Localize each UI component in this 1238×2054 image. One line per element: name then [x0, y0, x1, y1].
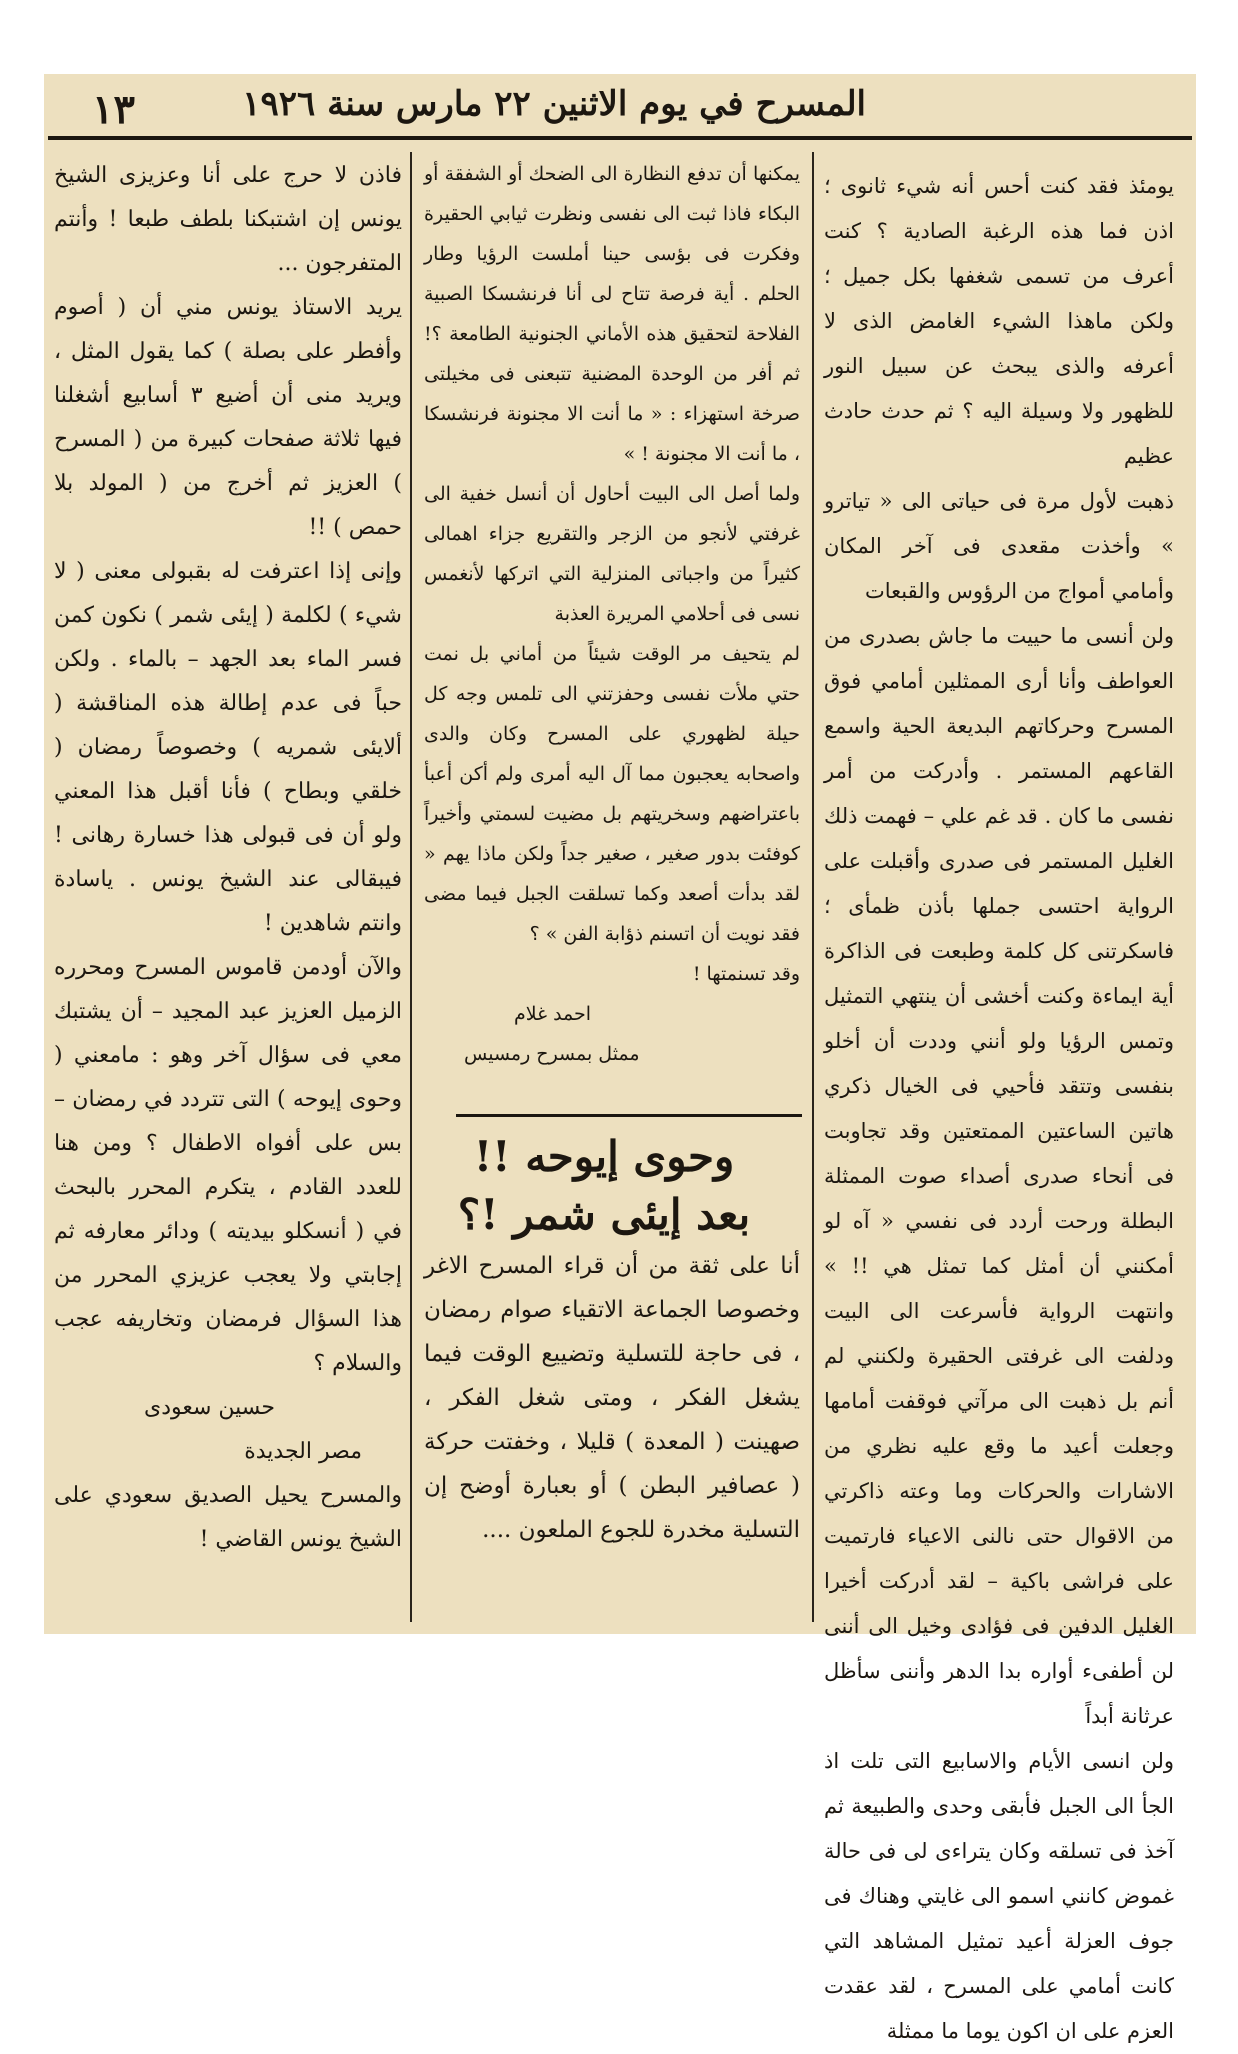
middle-column-top — [424, 154, 800, 1084]
paragraph: أنا على ثقة من أن قراء المسرح الاغر وخصوصا الجماعة الاتقياء صوام رمضان ، فى حاجة للتسلية وتضييع الوقت فيما يشغل الفكر ، ومتى شغل الفكر ، صهينت ( المعدة ) قليلا ، وخفتت حركة ( عصافير البطن ) أو بعبارة أوضح إن التسلية مخدرة للجوع الملعون .... — [424, 1253, 800, 1543]
author-title: ممثل بمسرح رمسيس — [464, 1043, 640, 1065]
article-separator — [456, 1114, 802, 1117]
left-column — [54, 154, 402, 1624]
column-divider-right — [812, 152, 814, 1622]
article-heading-line: وحوى إيوحه !! — [473, 1132, 735, 1181]
newspaper-page — [44, 74, 1196, 2043]
author-signature: حسين سعودى — [144, 1395, 276, 1420]
column-divider-left — [410, 152, 412, 1622]
page-number: ١٣ — [92, 86, 135, 133]
paragraph: فاذن لا حرج على أنا وعزيزى الشيخ يونس إن اشتبكنا بلطف طبعا ! وأنتم المتفرجون ... — [54, 163, 402, 276]
author-signature: احمد غلام — [514, 1003, 592, 1025]
paragraph: وإنى إذا اعترفت له بقبولى معنى ( لا شيء ) لكلمة ( إيئى شمر ) نكون كمن فسر الماء بعد الجهد – بالماء . ولكن حباً فى عدم إطالة هذه المناقشة ( ألايئى شمريه ) وخصوصاً رمضان ( خلقي وبطاح ) فأنا أقبل هذا المعني ولو أن فى قبولى هذا خسارة رهانى ! فيبقالى عند الشيخ يونس . ياسادة وانتم شاهدين ! — [54, 559, 402, 936]
author-location: مصر الجديدة — [244, 1439, 362, 1464]
paragraph: والآن أودمن قاموس المسرح ومحرره الزميل العزيز عبد المجيد – أن يشتبك معي فى سؤال آخر وهو : مامعني ( وحوى إيوحه ) التى تتردد في رمضان – بس على أفواه الاطفال ؟ ومن هنا للعدد القادم ، يتكرم المحرر بالبحث في ( أنسكلو بيديته ) ودائر معارفه ثم إجابتي ولا يعجب عزيزي المحرر من هذا السؤال فرمضان وتخاريفه عجب والسلام ؟ — [54, 955, 402, 1376]
paragraph: ولن أنسى ما حييت ما جاش بصدرى من العواطف وأنا أرى الممثلين أمامي فوق المسرح وحركاتهم البديعة الحية واسمع القاعهم المستمر . وأدركت من أمر نفسى ما كان . قد غم علي – فهمت ذلك الغليل المستمر فى صدرى وأقبلت على الرواية احتسى جملها بأذن ظمأى ؛ فاسكرتنى كل كلمة وطبعت فى الذاكرة أية ايماءة وكنت أخشى أن ينتهي التمثيل وتمس الرؤيا ولو أنني وددت أن أخلو بنفسى وتتقد فأحيي فى الخيال ذكري هاتين الساعتين الممتعتين وقد تجاوبت فى أنحاء صدرى أصداء صوت الممثلة البطلة ورحت أردد فى نفسي « آه لو أمكنني أن أمثل كما تمثل هي !! » وانتهت الرواية فأسرعت الى البيت ودلفت الى غرفتى الحقيرة ولكنني لم أنم بل ذهبت الى مرآتي فوقفت أمامها وجعلت أعيد ما وقع عليه نظري من الاشارات والحركات وما وعته ذاكرتي من الاقوال حتى نالنى الاعياء فارتميت على فراشى باكية – لقد أدركت أخيرا الغليل الدفين فى فؤادى وخيل الى أننى لن أطفىء أواره بدا الدهر وأننى سأظل عرثانة أبداً — [824, 624, 1174, 1728]
paragraph: ولما أصل الى البيت أحاول أن أنسل خفية الى غرفتي لأنجو من الزجر والتقريع جزاء اهمالى كثيراً من واجباتى المنزلية التي اتركها لأنغمس نسى فى أحلامي المريرة العذبة — [424, 483, 800, 625]
paragraph: لم يتحيف مر الوقت شيئاً من أماني بل نمت حتي ملأت نفسى وحفزتني الى تلمس وجه كل حيلة لظهوري على المسرح وكان والدى واصحابه يعجبون مما آل اليه أمرى ولم أكن أعبأ باعتراضهم وسخريتهم بل مضيت لسمتي وأخيراً كوفئت بدور صغير ، صغير جداً ولكن ماذا يهم « لقد بدأت أصعد وكما تسلقت الجبل فيما مضى فقد نويت أن اتسنم ذؤابة الفن » ؟ — [424, 643, 800, 945]
paragraph: يومئذ فقد كنت أحس أنه شيء ثانوى ؛ اذن فما هذه الرغبة الصادية ؟ كنت أعرف من تسمى شغفها بكل جميل ؛ ولكن ماهذا الشيء الغامض الذى لا أعرفه والذى يبحث عن سبيل النور للظهور ولا وسيلة اليه ؟ ثم حدث حادث عظيم — [824, 174, 1174, 468]
paragraph: يمكنها أن تدفع النظارة الى الضحك أو الشفقة أو البكاء فاذا ثبت الى نفسى ونظرت ثيابي الحقيرة وفكرت فى بؤسى حينا أملست الرؤيا وطار الحلم . أية فرصة تتاح لى أنا فرنشسكا الصبية الفلاحة لتحقيق هذه الأماني الجنونية الطامعة ؟! ثم أفر من الوحدة المضنية تتبعنى فى مخيلتى صرخة استهزاء : « ما أنت الا مجنونة فرنشسكا ، ما أنت الا مجنونة ! » — [424, 163, 800, 465]
article-body — [424, 1244, 800, 1624]
closing-note: والمسرح يحيل الصديق سعودي على الشيخ يونس القاضي ! — [54, 1483, 402, 1552]
paragraph: وقد تسنمتها ! — [692, 963, 800, 985]
header-rule — [48, 136, 1192, 140]
paragraph: ذهبت لأول مرة فى حياتى الى « تياترو » وأخذت مقعدى فى آخر المكان وأمامي أمواج من الرؤوس والقبعات — [824, 489, 1174, 603]
article-heading — [444, 1128, 764, 1244]
paragraph: ولن انسى الأيام والاسابيع التى تلت اذ الجأ الى الجبل فأبقى وحدى والطبيعة ثم آخذ فى تسلقه وكان يتراءى لى فى حالة غموض كانني اسمو الى غايتي وهناك فى جوف العزلة أعيد تمثيل المشاهد التي كانت أمامي على المسرح ، لقد عقدت العزم على ان اكون يوما ما ممثلة — [824, 1749, 1174, 2043]
article-heading-line: بعد إيئى شمر !؟ — [457, 1190, 751, 1239]
running-header: المسرح في يوم الاثنين ٢٢ مارس سنة ١٩٢٦ — [242, 84, 866, 124]
right-column — [824, 164, 1174, 2043]
paragraph: يريد الاستاذ يونس مني أن ( أصوم وأفطر على بصلة ) كما يقول المثل ، ويريد منى أن أضيع ٣ أسابيع أشغلنا فيها ثلاثة صفحات كبيرة من ( المسرح ) العزيز ثم أخرج من ( المولد بلا حمص ) !! — [54, 295, 403, 540]
